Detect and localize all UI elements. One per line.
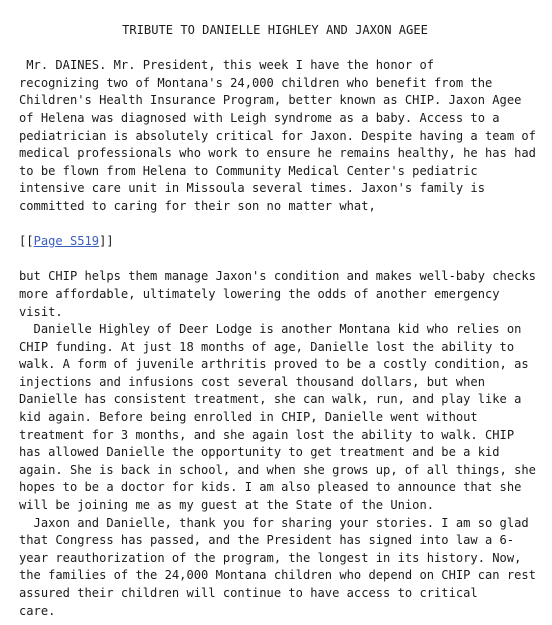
document-body bbox=[19, 22, 544, 620]
text-line: Jaxon and Danielle, thank you for sharing your stories. I am so glad bbox=[19, 515, 529, 530]
text-line: Children's Health Insurance Program, better known as CHIP. Jaxon Agee bbox=[19, 93, 522, 108]
text-line: assured their children will continue to have access to critical bbox=[19, 586, 478, 600]
text-line: more affordable, ultimately lowering the odds of another emergency bbox=[19, 286, 500, 301]
text-line: again. She is back in school, and when she grows up, of all things, she bbox=[19, 462, 536, 477]
text-line: intensive care unit in Missoula several times. Jaxon's family is bbox=[19, 181, 485, 196]
document-title: TRIBUTE TO DANIELLE HIGHLEY AND JAXON AGEE bbox=[122, 23, 428, 37]
text-line: walk. A form of juvenile arthritis proved to be a costly condition, as bbox=[19, 357, 529, 372]
text-line: treatment for 3 months, and she again lost the ability to walk. CHIP bbox=[19, 427, 515, 442]
text-line: has allowed Danielle the opportunity to get treatment and be a kid bbox=[19, 445, 500, 460]
text-line: CHIP funding. At just 18 months of age, Danielle lost the ability to bbox=[19, 339, 515, 354]
text-line: that Congress has passed, and the President has signed into law a 6- bbox=[19, 533, 515, 548]
text-line: hopes to be a doctor for kids. I am also pleased to announce that she bbox=[19, 480, 522, 495]
text-line: recognizing two of Montana's 24,000 children who benefit from the bbox=[19, 75, 493, 90]
text-line: medical professionals who work to ensure he remains healthy, he has had bbox=[19, 146, 536, 161]
text-line: Mr. DAINES. Mr. President, this week I have the honor of bbox=[19, 58, 435, 73]
paragraph-2 bbox=[19, 268, 544, 620]
spacer bbox=[19, 40, 544, 58]
text-line: visit. bbox=[19, 304, 63, 319]
page-ref-prefix: [[ bbox=[19, 234, 34, 249]
text-line: the families of the 24,000 Montana children who depend on CHIP can rest bbox=[19, 568, 536, 583]
text-line: care. bbox=[19, 603, 56, 618]
text-line: committed to caring for their son no matter what, bbox=[19, 198, 376, 213]
text-line: injections and infusions cost several thousand dollars, but when bbox=[19, 374, 485, 389]
text-line: to be flown from Helena to Community Medical Center's pediatric bbox=[19, 163, 478, 178]
text-line: Danielle has consistent treatment, she can walk, run, and play like a bbox=[19, 392, 522, 407]
page-ref-suffix: ]] bbox=[99, 234, 114, 249]
page-reference bbox=[19, 233, 544, 251]
page-ref-link[interactable]: Page S519 bbox=[33, 234, 100, 249]
text-line: of Helena was diagnosed with Leigh syndrome as a baby. Access to a bbox=[19, 110, 500, 125]
text-line: kid again. Before being enrolled in CHIP, Danielle went without bbox=[19, 410, 478, 425]
text-line: year reauthorization of the program, the longest in its history. Now, bbox=[19, 550, 522, 565]
text-line: will be joining me as my guest at the State of the Union. bbox=[19, 498, 435, 513]
paragraph-1 bbox=[19, 57, 544, 215]
text-line: but CHIP helps them manage Jaxon's condition and makes well-baby checks bbox=[19, 269, 536, 284]
spacer bbox=[19, 251, 544, 269]
text-line: pediatrician is absolutely critical for Jaxon. Despite having a team of bbox=[19, 128, 536, 143]
text-line: Danielle Highley of Deer Lodge is another Montana kid who relies on bbox=[19, 322, 522, 337]
